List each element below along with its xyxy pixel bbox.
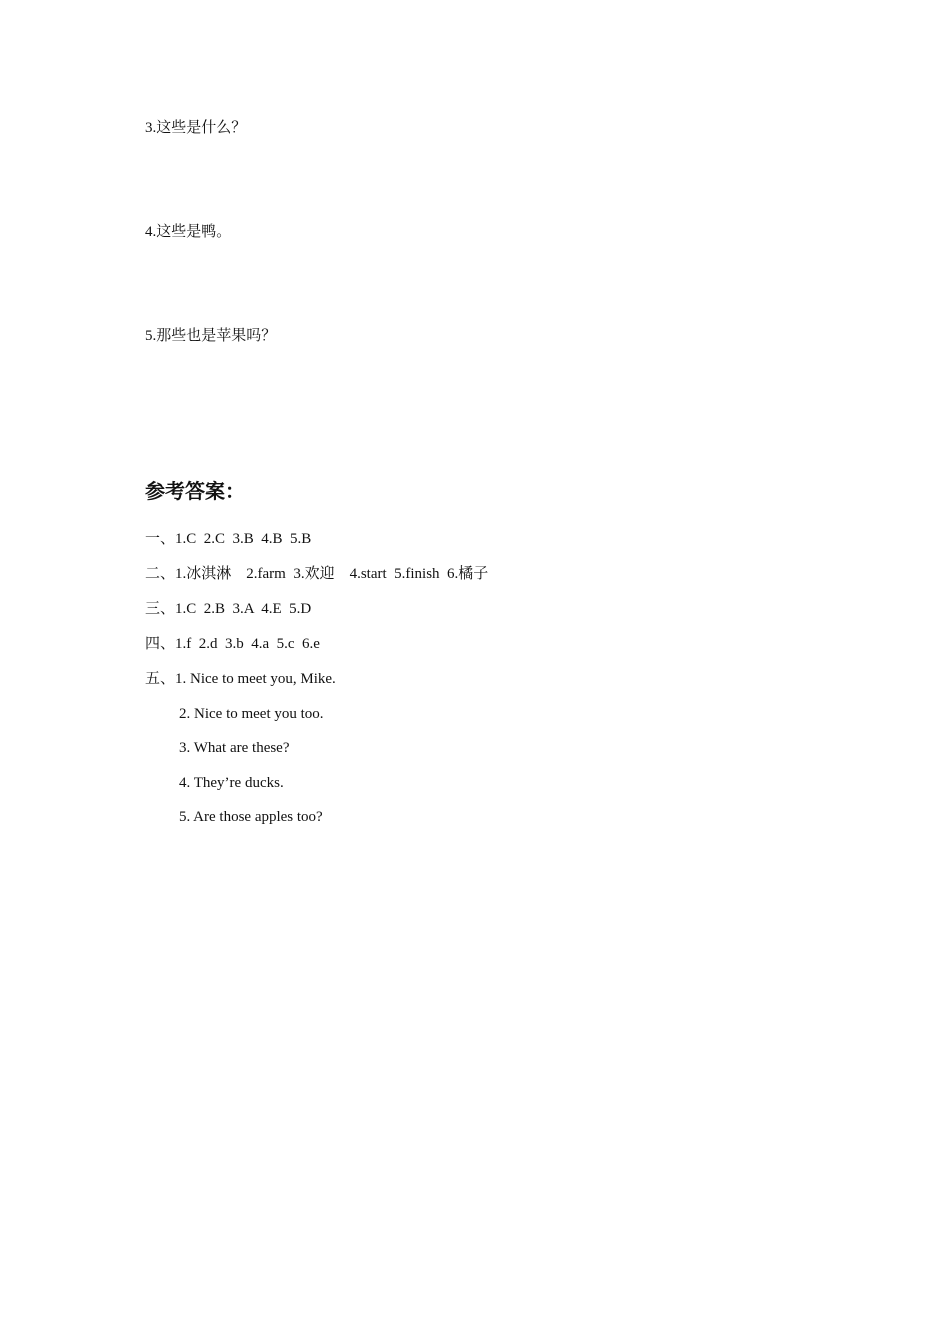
answer-section-3: 三、1.C 2.B 3.A 4.E 5.D — [145, 601, 312, 617]
answer-section-4: 四、1.f 2.d 3.b 4.a 5.c 6.e — [145, 636, 320, 652]
answer-section-2: 二、1.冰淇淋 2.farm 3.欢迎 4.start 5.finish 6.橘子 — [145, 566, 489, 582]
answer-section-5-line-5: 5. Are those apples too? — [179, 809, 323, 825]
question-5: 5.那些也是苹果吗？ — [145, 328, 277, 344]
answer-section-1: 一、1.C 2.C 3.B 4.B 5.B — [145, 531, 312, 547]
question-4: 4.这些是鸭。 — [145, 224, 232, 240]
answer-section-5-line-3: 3. What are these? — [179, 740, 290, 756]
question-3: 3.这些是什么？ — [145, 120, 247, 136]
answer-section-5-line-1: 五、1. Nice to meet you, Mike. — [145, 671, 336, 687]
answer-key-heading: 参考答案： — [145, 479, 245, 503]
answer-section-5-line-4: 4. They’re ducks. — [179, 775, 284, 791]
answer-section-5-line-2: 2. Nice to meet you too. — [179, 706, 324, 722]
